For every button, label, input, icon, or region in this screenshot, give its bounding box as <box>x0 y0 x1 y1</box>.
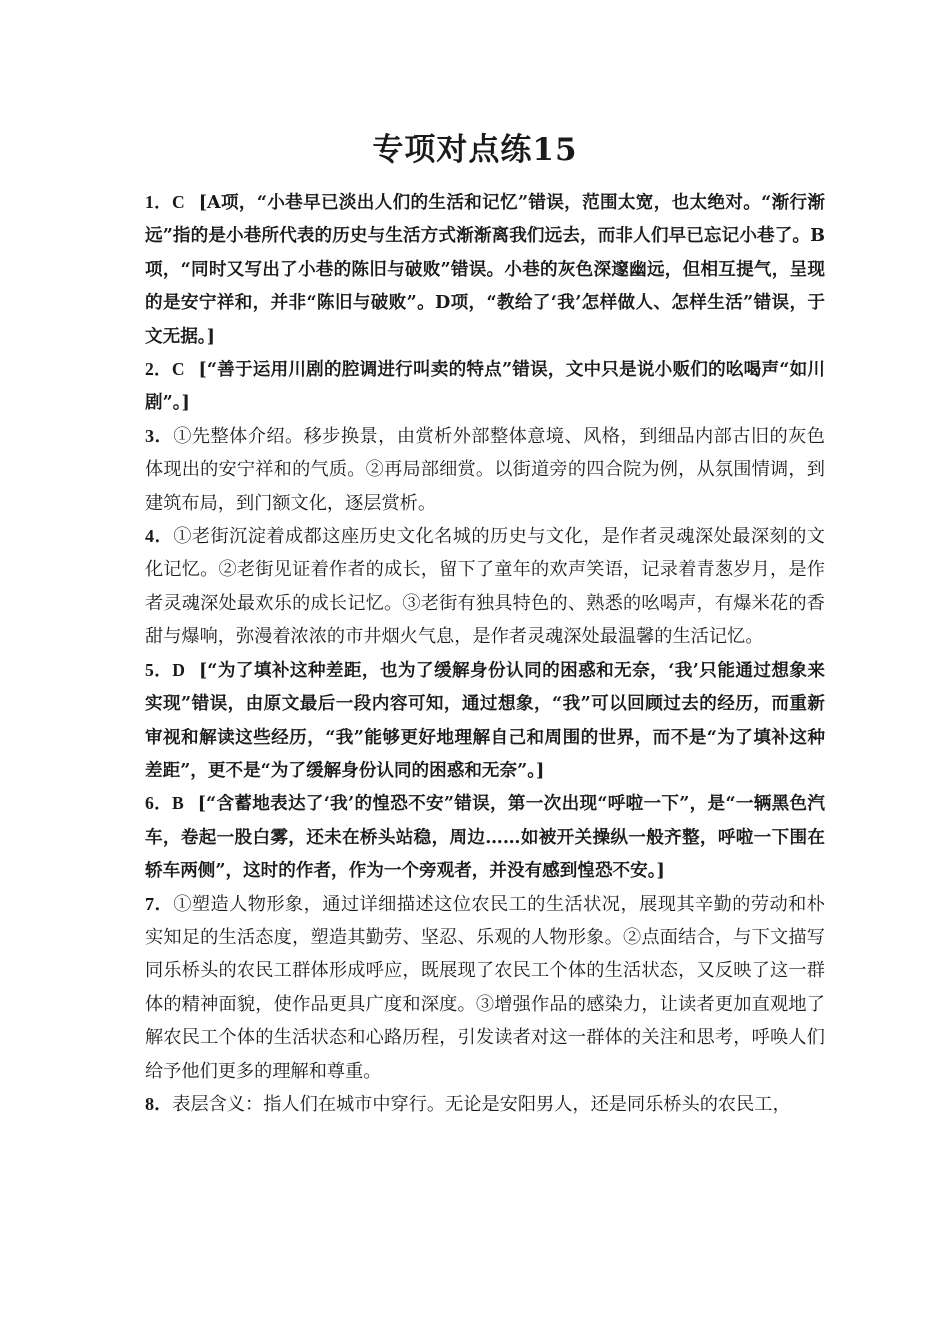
item-number: 2． <box>145 359 172 380</box>
item-number: 3． <box>145 425 174 446</box>
item-text: ①塑造人物形象，通过详细描述这位农民工的生活状况，展现其辛勤的劳动和朴实知足的生活态度，塑造其勤劳、坚忍、乐观的人物形象。②点面结合，与下文描写同乐桥头的农民工群体形成呼应，既展现了农民工个体的生活状态，又反映了这一群体的精神面貌，使作品更具广度和深度。③增强作品的感染力，让读者更加直观地了解农民工个体的生活状态和心路历程，引发读者对这一群体的关注和思考，呼唤人们给予他们更多的理解和尊重。 <box>145 893 825 1082</box>
item-text: [“善于运用川剧的腔调进行叫卖的特点”错误，文中只是说小贩们的吆喝声“如川剧”。] <box>145 359 825 414</box>
item-number: 5． <box>145 659 173 680</box>
page-title: 专项对点练15 <box>372 132 578 168</box>
item-text: 表层含义：指人们在城市中穿行。无论是安阳男人，还是同乐桥头的农民工， <box>172 1093 791 1115</box>
item-number: 6． <box>145 793 172 814</box>
item-number: 1． <box>145 192 173 212</box>
item-text: ①先整体介绍。移步换景，由赏析外部整体意境、风格，到细品内部古旧的灰色体现出的安宁祥和的气质。②再局部细赏。以街道旁的四合院为例，从氛围情调，到建筑布局，到门额文化，逐层赏析。 <box>145 425 825 514</box>
answer-item-6 <box>145 787 825 887</box>
item-answer: D <box>172 659 185 680</box>
answer-item-8 <box>145 1088 825 1121</box>
item-answer: B <box>171 793 184 814</box>
item-text: [A项，“小巷早已淡出人们的生活和记忆”错误，范围太宽，也太绝对。“渐行渐远”指的是小巷所代表的历史与生活方式渐渐离我们远去，而非人们早已忘记小巷了。B项，“同时又写出了小巷的陈旧与破败”错误。小巷的灰色深邃幽远，但相互提气，呈现的是安宁祥和，并非“陈旧与破败”。D项，“教给了‘我’怎样做人、怎样生活”错误，于文无据。] <box>145 192 825 347</box>
item-text: ①老街沉淀着成都这座历史文化名城的历史与文化，是作者灵魂深处最深刻的文化记忆。②老街见证着作者的成长，留下了童年的欢声笑语，记录着青葱岁月，是作者灵魂深处最欢乐的成长记忆。③老街有独具特色的、熟悉的吆喝声，有爆米花的香甜与爆响，弥漫着浓浓的市井烟火气息，是作者灵魂深处最温馨的生活记忆。 <box>145 526 825 648</box>
item-number: 7． <box>145 893 174 914</box>
item-number: 4． <box>145 526 174 547</box>
item-number: 8． <box>145 1093 173 1114</box>
answer-item-4 <box>145 520 825 654</box>
answer-item-1 <box>145 186 825 353</box>
item-text: [“含蓄地表达了‘我’的惶恐不安”错误，第一次出现“呼啦一下”，是“一辆黑色汽车，卷起一股白雾，还未在桥头站稳，周边……如被开关操纵一般齐整，呼啦一下围在轿车两侧”，这时的作者，作为一个旁观者，并没有感到惶恐不安。] <box>145 793 825 882</box>
item-answer: C <box>172 192 185 212</box>
answer-item-7 <box>145 888 825 1088</box>
item-answer: C <box>171 359 185 380</box>
answer-list <box>145 186 825 1121</box>
item-text: [“为了填补这种差距，也为了缓解身份认同的困惑和无奈，‘我’只能通过想象来实现”错误，由原文最后一段内容可知，通过想象，“我”可以回顾过去的经历，而重新审视和解读这些经历，“我”能够更好地理解自己和周围的世界，而不是“为了填补这种差距”，更不是“为了缓解身份认同的困惑和无奈”。] <box>145 659 825 781</box>
answer-item-2 <box>145 353 825 420</box>
answer-item-5 <box>145 654 825 788</box>
answer-item-3 <box>145 420 825 520</box>
